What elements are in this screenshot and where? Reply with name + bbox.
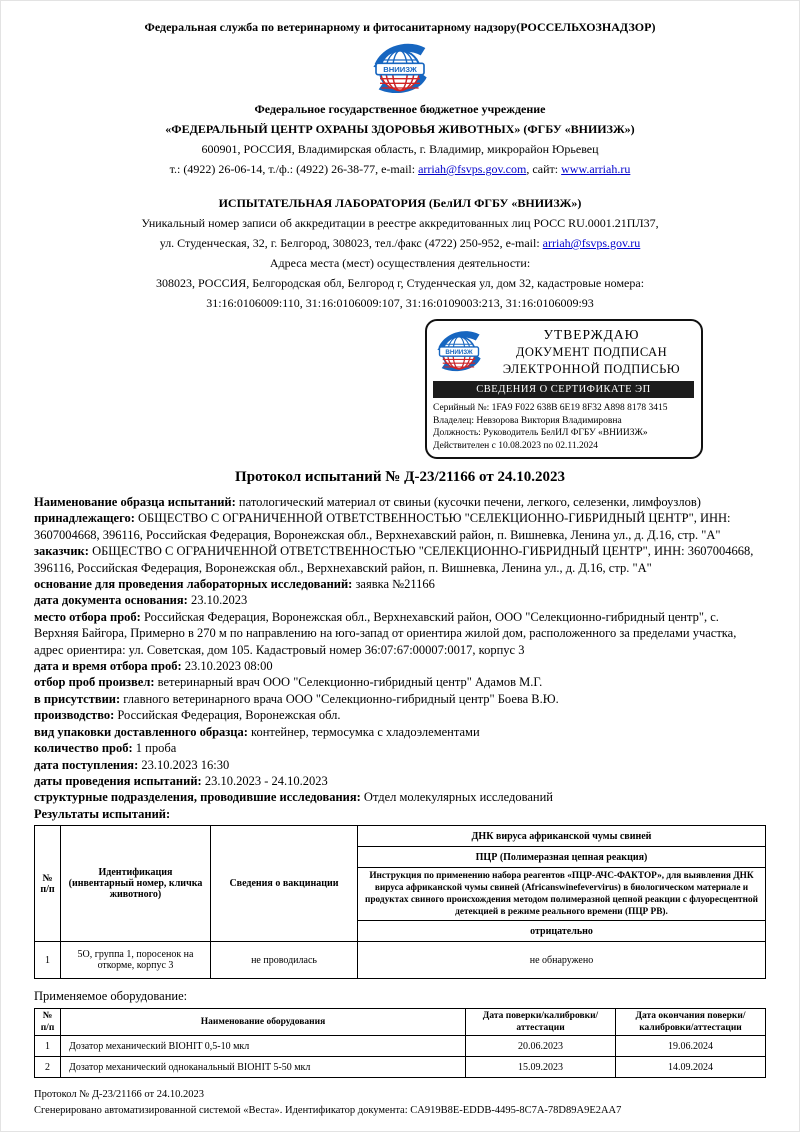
field-testing-dates: даты проведения испытаний: 23.10.2023 - 24.10.2023	[34, 773, 328, 788]
result-row-vaccination: не проводилась	[211, 942, 358, 979]
stamp-logo-text: ВНИИЗЖ	[445, 348, 473, 356]
field-in-presence: в присутствии: главного ветеринарного врача ООО "Селекционно-гибридный центр" Боева В.Ю.	[34, 691, 559, 706]
org-address-line: 600901, РОССИЯ, Владимирская область, г. Владимир, микрорайон Юрьевец	[201, 142, 599, 156]
lab-accreditation-line: Уникальный номер записи об аккредитации в реестре аккредитованных лиц РОСС RU.0001.21ПЛ37,	[141, 216, 659, 230]
result-row-id: 5О, группа 1, поросенок на откорме, корпус 3	[61, 942, 211, 979]
col-num-header: № п/п	[35, 826, 61, 942]
field-departments: структурные подразделения, проводившие исследования: Отдел молекулярных исследований	[34, 790, 553, 805]
result-row-result: не обнаружено	[358, 942, 766, 979]
equipment-row	[35, 1036, 766, 1057]
result-row-num: 1	[35, 942, 61, 979]
stamp-serial: Серийный №: 1FA9 F022 638B 6E19 8F32 A898 8178 3415	[433, 403, 668, 413]
protocol-fields	[34, 494, 766, 822]
field-packaging: вид упаковки доставленного образца: контейнер, термосумка с хладоэлементами	[34, 724, 480, 739]
contacts-prefix: т.: (4922) 26-06-14, т./ф.: (4922) 26-38-77, e-mail:	[169, 162, 419, 176]
agency-line: Федеральная служба по ветеринарному и фитосанитарному надзору(РОССЕЛЬХОЗНАДЗОР)	[144, 20, 656, 34]
results-table	[34, 825, 766, 979]
eq-row-name: Дозатор механический одноканальный BIOHIT 5-50 мкл	[61, 1057, 466, 1078]
col-id-header: Идентификация (инвентарный номер, кличка животного)	[61, 826, 211, 942]
field-results-heading: Результаты испытаний:	[34, 806, 171, 821]
cadastral-line: 31:16:0106009:110, 31:16:0106009:107, 31:16:0109003:213, 31:16:0106009:93	[206, 296, 594, 310]
lab-address-prefix: ул. Студенческая, 32, г. Белгород, 308023, тел./факс (4722) 250-952, e-mail:	[159, 236, 543, 250]
org-type-line: Федеральное государственное бюджетное учреждение	[254, 102, 546, 116]
field-sample-name: Наименование образца испытаний: патологический материал от свиньи (кусочки печени, легкого, селезенки, лимфоузлов)	[34, 495, 701, 509]
field-customer: заказчик: ОБЩЕСТВО С ОГРАНИЧЕННОЙ ОТВЕТСТВЕННОСТЬЮ "СЕЛЕКЦИОННО-ГИБРИДНЫЙ ЦЕНТР", ИНН: 3607004668, 396116, Российская Федерация, Воронежская обл., Верхнехавский район, п. Вишневка, Ленина ул., д. Д.16, стр. "А"	[34, 544, 754, 575]
field-sampling-place: место отбора проб: Российская Федерация, Воронежская обл., Верхнехавский район, ООО "Селекционно-гибридный центр", с. Верхняя Байгора, Примерно в 270 м по направлению на юго-запад от ориентира жилой дом, расположенного за пределами участка, адрес ориентира: ул. Советская, дом 105. Кадастровый номер 36:07:67:00007:0017, корпус 3	[34, 609, 737, 657]
org-email-link[interactable]: arriah@fsvps.gov.com	[418, 162, 527, 176]
method-description: Инструкция по применению набора реагентов «ПЦР-АЧС-ФАКТОР», для выявления ДНК вируса африканской чумы свиней (Africanswinefevervirus) в биологическом материале и продуктах свиного происхождения методом полимеразной цепной реакции с флуоресцентной детекцией в режиме реального времени (ПЦР РВ).	[358, 868, 766, 921]
eq-row-date-end: 19.06.2024	[616, 1036, 766, 1057]
stamp-position: Должность: Руководитель БелИЛ ФГБУ «ВНИИЗЖ»	[433, 428, 648, 438]
activity-title-line: Адреса места (мест) осуществления деятельности:	[269, 256, 531, 270]
equipment-title: Применяемое оборудование:	[34, 989, 188, 1004]
equipment-table	[34, 1008, 766, 1078]
field-sampled-by: отбор проб произвел: ветеринарный врач ООО "Селекционно-гибридный центр" Адамов М.Г.	[34, 675, 543, 690]
site-prefix: , сайт:	[526, 162, 562, 176]
eq-col-num-header: № п/п	[35, 1009, 61, 1036]
logo-text: ВНИИЗЖ	[383, 65, 417, 74]
field-sampling-datetime: дата и время отбора проб: 23.10.2023 08:00	[34, 659, 273, 674]
eq-row-date: 15.09.2023	[466, 1057, 616, 1078]
approval-stamp	[425, 319, 703, 459]
equipment-row	[35, 1057, 766, 1078]
eq-row-name: Дозатор механический BIOHIT 0,5-10 мкл	[61, 1036, 466, 1057]
eq-row-date: 20.06.2023	[466, 1036, 616, 1057]
eq-col-date-end-header: Дата окончания поверки/калибровки/аттестации	[616, 1009, 766, 1036]
disease-header: ДНК вируса африканской чумы свиней	[358, 826, 766, 847]
org-contacts-line	[34, 159, 766, 179]
eq-col-name-header: Наименование оборудования	[61, 1009, 466, 1036]
eq-col-date-header: Дата поверки/калибровки/аттестации	[466, 1009, 616, 1036]
stamp-signed-line2: ЭЛЕКТРОННОЙ ПОДПИСЬЮ	[502, 362, 681, 376]
vniizh-logo-icon	[368, 39, 432, 97]
org-name-line: «ФЕДЕРАЛЬНЫЙ ЦЕНТР ОХРАНЫ ЗДОРОВЬЯ ЖИВОТНЫХ» (ФГБУ «ВНИИЗЖ»)	[165, 122, 635, 136]
stamp-logo-icon	[433, 328, 485, 376]
field-basis-date: дата документа основания: 23.10.2023	[34, 593, 248, 608]
lab-address-line	[34, 233, 766, 253]
lab-name-line: ИСПЫТАТЕЛЬНАЯ ЛАБОРАТОРИЯ (БелИЛ ФГБУ «ВНИИЗЖ»)	[218, 196, 582, 210]
field-receipt-date: дата поступления: 23.10.2023 16:30	[34, 757, 230, 772]
field-production: производство: Российская Федерация, Воронежская обл.	[34, 708, 341, 723]
footer-generated-line: Сгенерировано автоматизированной системой «Веста». Идентификатор документа: CA919B8E-EDDB-4495-8C7A-78D89A9E2AA7	[34, 1105, 622, 1117]
stamp-validity: Действителен с 10.08.2023 по 02.11.2024	[433, 440, 598, 451]
lab-email-link[interactable]: arriah@fsvps.gov.ru	[542, 236, 641, 250]
stamp-signed-line1: ДОКУМЕНТ ПОДПИСАН	[515, 345, 668, 359]
footer-protocol-line: Протокол № Д-23/21166 от 24.10.2023	[34, 1089, 204, 1101]
activity-address-line: 308023, РОССИЯ, Белгородская обл, Белгород г, Студенческая ул, дом 32, кадастровые номера:	[155, 276, 645, 290]
eq-row-num: 2	[35, 1057, 61, 1078]
field-sample-count: количество проб: 1 проба	[34, 741, 177, 756]
org-site-link[interactable]: www.arriah.ru	[561, 162, 631, 176]
eq-row-num: 1	[35, 1036, 61, 1057]
stamp-approve-text: УТВЕРЖДАЮ	[543, 327, 640, 342]
method-header: ПЦР (Полимеразная цепная реакция)	[358, 847, 766, 868]
col-vaccination-header: Сведения о вакцинации	[211, 826, 358, 942]
field-basis: основание для проведения лабораторных исследований: заявка №21166	[34, 577, 435, 592]
stamp-owner: Владелец: Невзорова Виктория Владимировна	[433, 415, 622, 426]
result-row	[35, 942, 766, 979]
page-footer	[34, 1087, 766, 1119]
field-owner: принадлежащего: ОБЩЕСТВО С ОГРАНИЧЕННОЙ ОТВЕТСТВЕННОСТЬЮ "СЕЛЕКЦИОННО-ГИБРИДНЫЙ ЦЕНТР", ИНН: 3607004668, 396116, Российская Федерация, Воронежская обл., Верхнехавский район, п. Вишневка, Ленина ул., д. Д.16, стр. "А"	[34, 511, 731, 542]
eq-row-date-end: 14.09.2024	[616, 1057, 766, 1078]
reference-value: отрицательно	[358, 921, 766, 942]
stamp-cert-bar: СВЕДЕНИЯ О СЕРТИФИКАТЕ ЭП	[433, 381, 694, 398]
protocol-title: Протокол испытаний № Д-23/21166 от 24.10.2023	[235, 469, 565, 485]
